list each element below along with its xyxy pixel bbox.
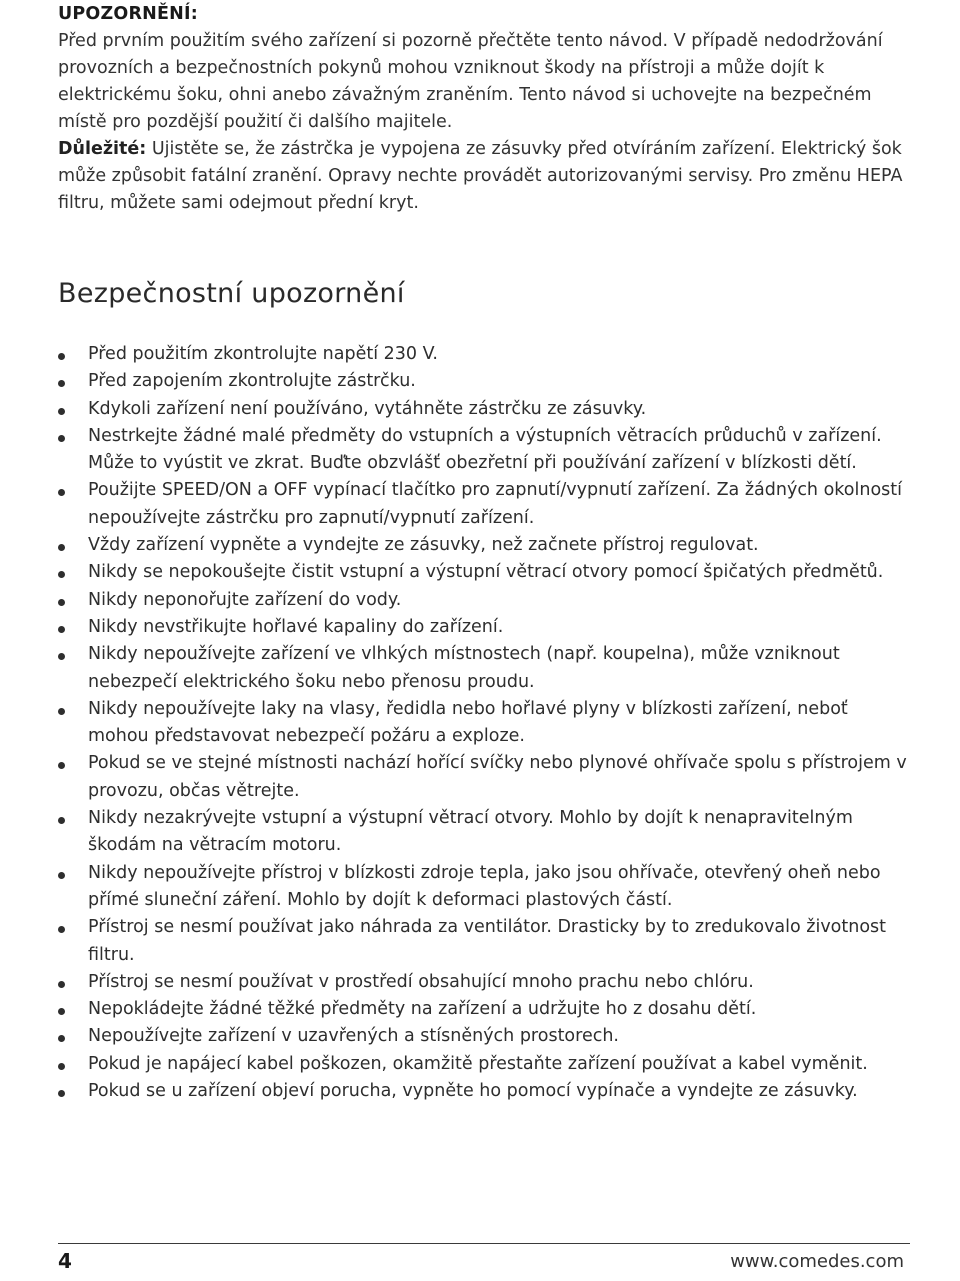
bullet-icon xyxy=(58,653,65,660)
list-item: Nestrkejte žádné malé předměty do vstupních a výstupních větracích průduchů v zařízení. Může to vyústit ve zkrat. Buďte obzvlášť obezřetní při používání zařízení v blízkosti dětí. xyxy=(58,423,908,478)
bullet-icon xyxy=(58,926,65,933)
website-link[interactable]: www.comedes.com xyxy=(730,1251,904,1272)
bullet-icon xyxy=(58,489,65,496)
bullet-icon xyxy=(58,1035,65,1042)
footer-divider xyxy=(58,1243,910,1244)
list-item: Nikdy nepoužívejte laky na vlasy, ředidla nebo hořlavé plyny v blízkosti zařízení, neboť mohou představovat nebezpečí požáru a exploze. xyxy=(58,696,908,751)
list-item: Nepoužívejte zařízení v uzavřených a stísněných prostorech. xyxy=(58,1023,908,1050)
list-item: Nikdy nepoužívejte přístroj v blízkosti zdroje tepla, jako jsou ohřívače, otevřený oheň nebo přímé sluneční záření. Mohlo by dojít k deformaci plastových částí. xyxy=(58,860,908,915)
bullet-icon xyxy=(58,1008,65,1015)
bullet-icon xyxy=(58,544,65,551)
bullet-icon xyxy=(58,817,65,824)
warning-text xyxy=(58,28,904,217)
bullet-icon xyxy=(58,599,65,606)
list-item: Nikdy nepoužívejte zařízení ve vlhkých místnostech (např. koupelna), může vzniknout nebezpečí elektrického šoku nebo přenosu proudu. xyxy=(58,641,908,696)
bullet-icon xyxy=(58,1063,65,1070)
bullet-icon xyxy=(58,981,65,988)
list-item: Nikdy nezakrývejte vstupní a výstupní větrací otvory. Mohlo by dojít k nenapravitelným škodám na větracím motoru. xyxy=(58,805,908,860)
important-label: Důležité: xyxy=(58,139,147,159)
bullet-icon xyxy=(58,408,65,415)
bullet-icon xyxy=(58,1090,65,1097)
list-item: Kdykoli zařízení není používáno, vytáhněte zástrčku ze zásuvky. xyxy=(58,396,908,423)
list-item: Vždy zařízení vypněte a vyndejte ze zásuvky, než začnete přístroj regulovat. xyxy=(58,532,908,559)
page-number: 4 xyxy=(58,1249,72,1273)
list-item: Přístroj se nesmí používat v prostředí obsahující mnoho prachu nebo chlóru. xyxy=(58,969,908,996)
important-text: Ujistěte se, že zástrčka je vypojena ze zásuvky před otvíráním zařízení. Elektrický šok může způsobit fatální zranění. Opravy nechte provádět autorizovanými servisy. Pro změnu HEPA filtru, můžete sami odejmout přední kryt. xyxy=(58,139,903,213)
bullet-icon xyxy=(58,626,65,633)
list-item: Pokud je napájecí kabel poškozen, okamžitě přestaňte zařízení používat a kabel vyměnit. xyxy=(58,1051,908,1078)
warning-intro: Před prvním použitím svého zařízení si pozorně přečtěte tento návod. V případě nedodržování provozních a bezpečnostních pokynů mohou vzniknout škody na přístroji a může dojít k elektrickému šoku, ohni anebo závažným zraněním. Tento návod si uchovejte na bezpečném místě pro pozdější použití či dalšího majitele. xyxy=(58,31,883,132)
bullet-icon xyxy=(58,762,65,769)
bullet-icon xyxy=(58,872,65,879)
list-item: Nikdy nevstřikujte hořlavé kapaliny do zařízení. xyxy=(58,614,908,641)
list-item: Nepokládejte žádné těžké předměty na zařízení a udržujte ho z dosahu dětí. xyxy=(58,996,908,1023)
bullet-icon xyxy=(58,435,65,442)
list-item: Před zapojením zkontrolujte zástrčku. xyxy=(58,368,908,395)
list-item: Přístroj se nesmí používat jako náhrada za ventilátor. Drasticky by to zredukovalo životnost filtru. xyxy=(58,914,908,969)
safety-list xyxy=(58,341,908,1105)
bullet-icon xyxy=(58,571,65,578)
list-item: Pokud se ve stejné místnosti nachází hořící svíčky nebo plynové ohřívače spolu s přístrojem v provozu, občas větrejte. xyxy=(58,750,908,805)
list-item: Nikdy se nepokoušejte čistit vstupní a výstupní větrací otvory pomocí špičatých předmětů. xyxy=(58,559,908,586)
bullet-icon xyxy=(58,380,65,387)
list-item: Pokud se u zařízení objeví porucha, vypněte ho pomocí vypínače a vyndejte ze zásuvky. xyxy=(58,1078,908,1105)
list-item: Nikdy neponořujte zařízení do vody. xyxy=(58,587,908,614)
bullet-icon xyxy=(58,708,65,715)
warning-important xyxy=(58,136,904,217)
warning-title: UPOZORNĚNÍ: xyxy=(58,4,198,24)
bullet-icon xyxy=(58,353,65,360)
list-item: Před použitím zkontrolujte napětí 230 V. xyxy=(58,341,908,368)
section-title: Bezpečnostní upozornění xyxy=(58,278,405,309)
list-item: Použijte SPEED/ON a OFF vypínací tlačítko pro zapnutí/vypnutí zařízení. Za žádných okolností nepoužívejte zástrčku pro zapnutí/vypnutí zařízení. xyxy=(58,477,908,532)
